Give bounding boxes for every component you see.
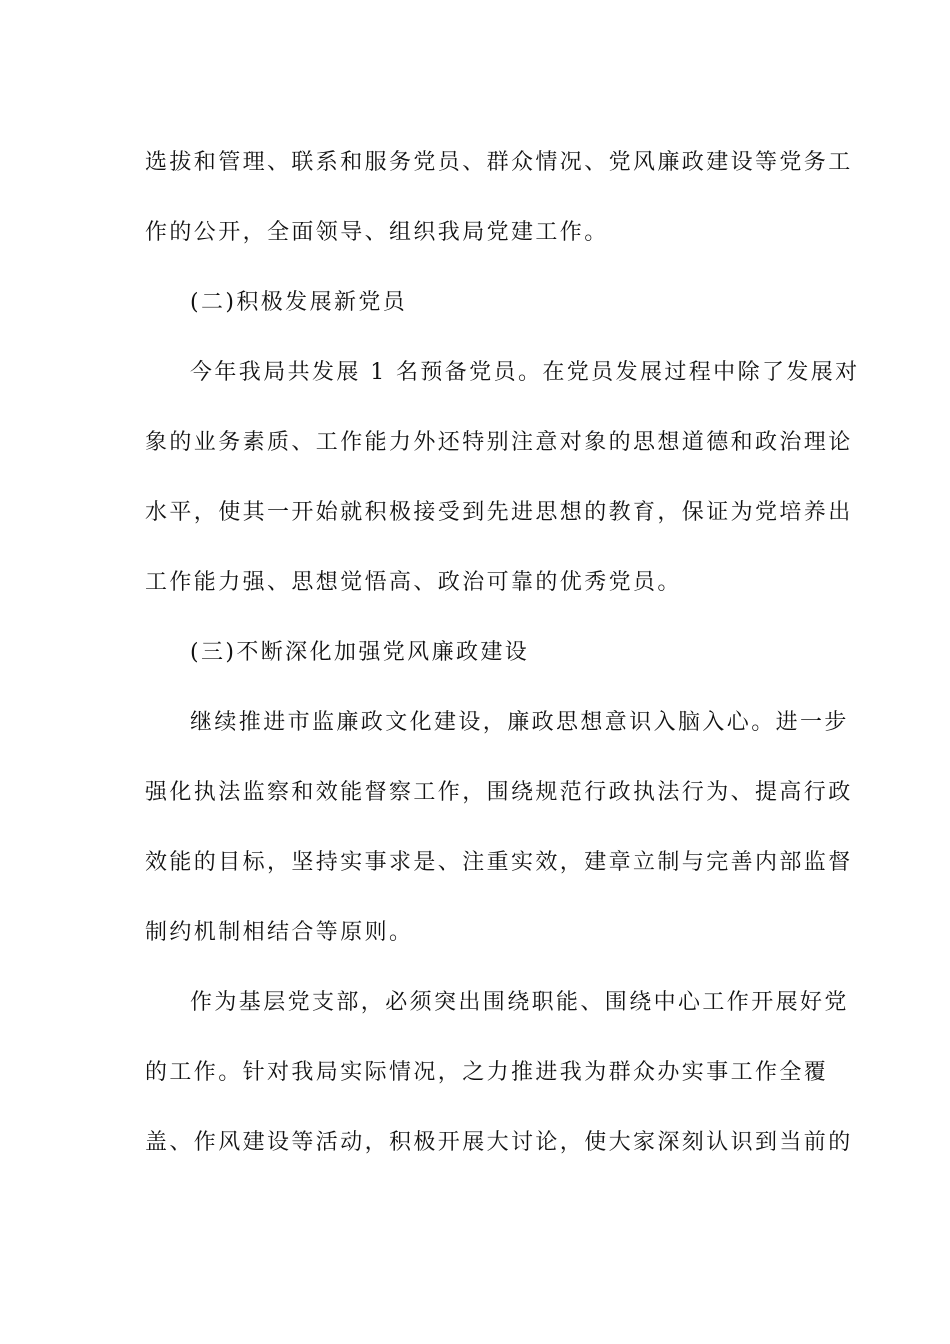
text-line: 效能的目标，坚持实事求是、注重实效，建章立制与完善内部监督 — [145, 850, 853, 875]
text-line: 的工作。针对我局实际情况，之力推进我为群众办实事工作全覆 — [145, 1060, 829, 1085]
paragraph — [145, 338, 860, 618]
paragraph — [145, 128, 853, 268]
text-line: 作为基层党支部，必须突出围绕职能、围绕中心工作开展好党 — [190, 990, 849, 1015]
document-body — [145, 128, 860, 1178]
section-heading — [145, 268, 805, 338]
text-line: 象的业务素质、工作能力外还特别注意对象的思想道德和政治理论 — [145, 430, 853, 455]
paragraph — [145, 968, 853, 1178]
text-line: 水平，使其一开始就积极接受到先进思想的教育，保证为党培养出 — [145, 500, 853, 525]
text-line: 制约机制相结合等原则。 — [145, 920, 414, 945]
text-line: 今年我局共发展 1 名预备党员。在党员发展过程中除了发展对 — [190, 360, 860, 385]
text-line: 强化执法监察和效能督察工作，围绕规范行政执法行为、提高行政 — [145, 780, 853, 805]
text-line: 盖、作风建设等活动，积极开展大讨论，使大家深刻认识到当前的 — [145, 1130, 853, 1155]
text-line: 工作能力强、思想觉悟高、政治可靠的优秀党员。 — [145, 570, 682, 595]
heading-line: (二)积极发展新党员 — [190, 290, 408, 315]
section-heading — [145, 618, 805, 688]
text-line: 作的公开，全面领导、组织我局党建工作。 — [145, 220, 609, 245]
heading-line: (三)不断深化加强党风廉政建设 — [190, 640, 530, 665]
text-line: 继续推进市监廉政文化建设，廉政思想意识入脑入心。进一步 — [190, 710, 849, 735]
text-line: 选拔和管理、联系和服务党员、群众情况、党风廉政建设等党务工 — [145, 150, 853, 175]
paragraph — [145, 688, 853, 968]
